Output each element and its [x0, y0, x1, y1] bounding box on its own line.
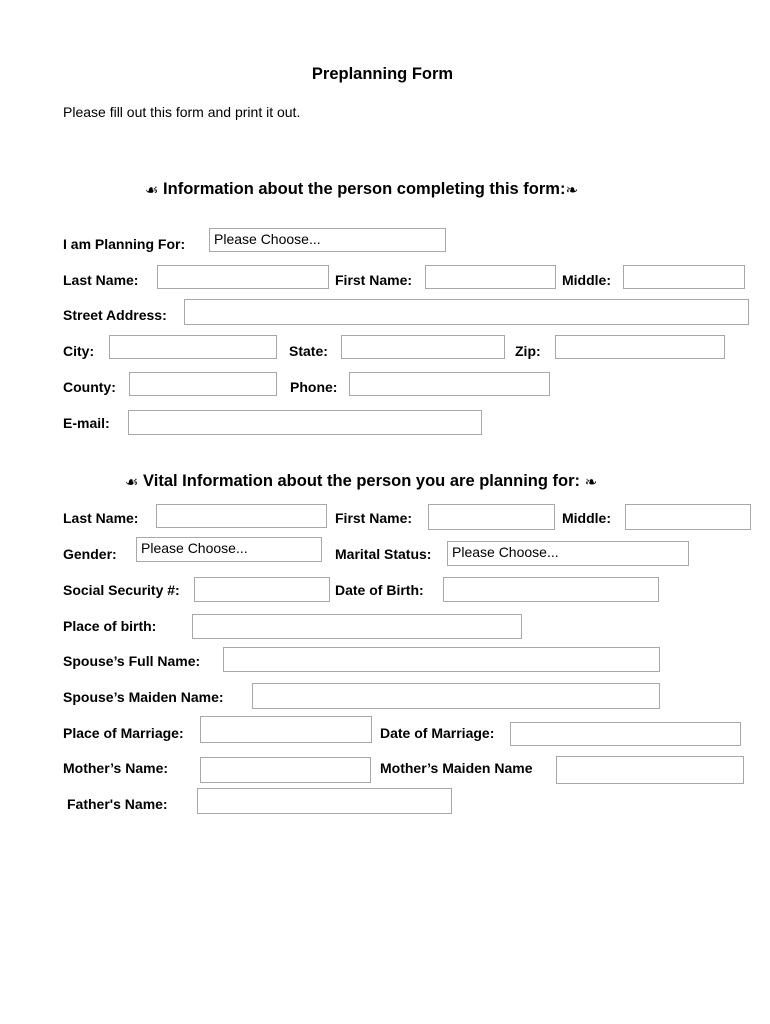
gender-label: Gender: — [63, 546, 117, 562]
mothers-maiden-name-label: Mother’s Maiden Name — [380, 760, 533, 776]
county-input[interactable] — [129, 372, 277, 396]
page-title: Preplanning Form — [311, 65, 454, 83]
gender-select[interactable]: Please Choose... — [136, 537, 322, 562]
section-heading-text: Vital Information about the person you are planning for: — [143, 472, 581, 490]
planning-for-select[interactable]: Please Choose... — [209, 228, 446, 252]
dob-input[interactable] — [443, 577, 659, 602]
section-heading-text: Information about the person completing this form: — [163, 180, 566, 198]
subject-first-name-label: First Name: — [335, 510, 413, 526]
place-of-birth-input[interactable] — [192, 614, 522, 639]
leaf-ornament-right-icon: ❧ — [584, 473, 598, 491]
intro-text: Please fill out this form and print it out. — [63, 104, 301, 120]
completer-first-name-input[interactable] — [425, 265, 556, 289]
city-input[interactable] — [109, 335, 277, 359]
dob-label: Date of Birth: — [335, 582, 424, 598]
subject-middle-input[interactable] — [625, 504, 751, 530]
section-heading-vital-info — [125, 471, 597, 492]
completer-last-name-label: Last Name: — [63, 272, 139, 288]
place-of-marriage-input[interactable] — [200, 716, 372, 743]
planning-for-label: I am Planning For: — [63, 236, 186, 252]
ssn-label: Social Security #: — [63, 582, 180, 598]
ssn-input[interactable] — [194, 577, 330, 602]
spouse-full-name-input[interactable] — [223, 647, 660, 672]
phone-label: Phone: — [290, 379, 338, 395]
spouse-maiden-name-label: Spouse’s Maiden Name: — [63, 689, 224, 705]
place-of-marriage-label: Place of Marriage: — [63, 725, 184, 741]
marital-status-label: Marital Status: — [335, 546, 432, 562]
spouse-maiden-name-input[interactable] — [252, 683, 660, 709]
marital-status-select[interactable]: Please Choose... — [447, 541, 689, 566]
subject-middle-label: Middle: — [562, 510, 611, 526]
leaf-ornament-left-icon: ☙ — [145, 181, 159, 199]
email-label: E-mail: — [63, 415, 110, 431]
state-input[interactable] — [341, 335, 505, 359]
county-label: County: — [63, 379, 116, 395]
completer-last-name-input[interactable] — [157, 265, 329, 289]
subject-last-name-label: Last Name: — [63, 510, 139, 526]
date-of-marriage-label: Date of Marriage: — [380, 725, 495, 741]
completer-middle-input[interactable] — [623, 265, 745, 289]
email-input[interactable] — [128, 410, 482, 435]
leaf-ornament-right-icon: ❧ — [565, 181, 579, 199]
street-address-label: Street Address: — [63, 307, 167, 323]
place-of-birth-label: Place of birth: — [63, 618, 157, 634]
subject-last-name-input[interactable] — [156, 504, 327, 528]
mothers-name-input[interactable] — [200, 757, 371, 783]
zip-label: Zip: — [515, 343, 541, 359]
mothers-maiden-name-input[interactable] — [556, 756, 744, 784]
fathers-name-input[interactable] — [197, 788, 452, 814]
mothers-name-label: Mother’s Name: — [63, 760, 169, 776]
state-label: State: — [289, 343, 328, 359]
phone-input[interactable] — [349, 372, 550, 396]
subject-first-name-input[interactable] — [428, 504, 555, 530]
date-of-marriage-input[interactable] — [510, 722, 741, 746]
city-label: City: — [63, 343, 95, 359]
spouse-full-name-label: Spouse’s Full Name: — [63, 653, 201, 669]
street-address-input[interactable] — [184, 299, 749, 325]
completer-middle-label: Middle: — [562, 272, 611, 288]
fathers-name-label: Father's Name: — [67, 796, 168, 812]
leaf-ornament-left-icon: ☙ — [125, 473, 139, 491]
zip-input[interactable] — [555, 335, 725, 359]
completer-first-name-label: First Name: — [335, 272, 413, 288]
section-heading-completing-person — [145, 179, 578, 200]
